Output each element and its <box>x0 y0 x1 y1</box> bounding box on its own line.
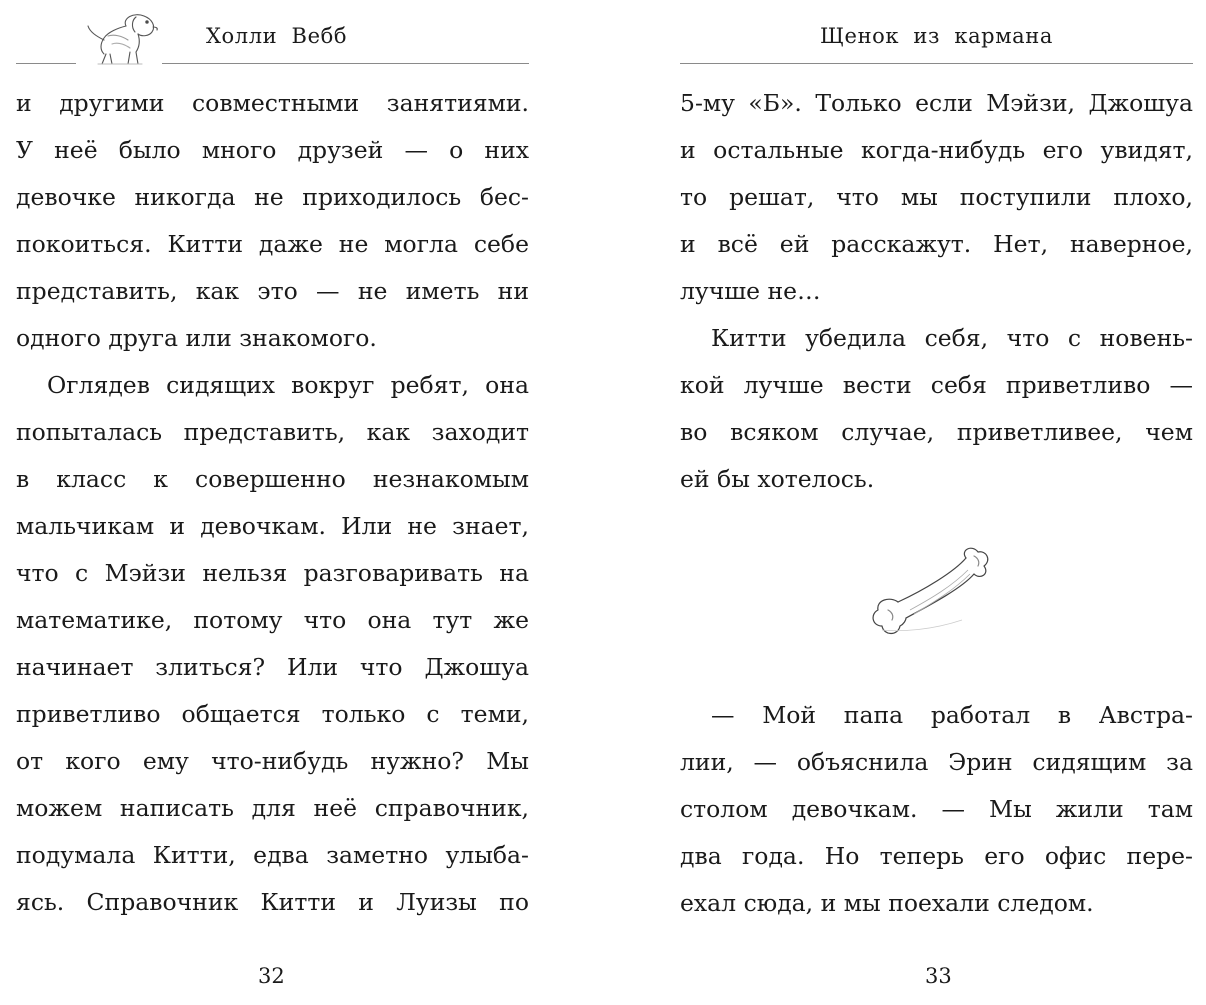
text-line: ехал сюда, и мы поехали следом. <box>680 889 1094 917</box>
running-head-author: Холли Вебб <box>206 24 348 48</box>
text-line: в класс к совершенно незнакомым <box>16 465 529 493</box>
text-line: можем написать для неё справочник, <box>16 794 529 822</box>
running-head-title: Щенок из кармана <box>819 24 1053 48</box>
text-line: столом девочкам. — Мы жили там <box>680 795 1193 823</box>
header-rule <box>680 63 1193 64</box>
text-line: приветливо общается только с теми, <box>16 700 529 728</box>
text-line: 5-му «Б». Только если Мэйзи, Джошуа <box>680 89 1193 117</box>
text-line: девочке никогда не приходилось бес- <box>16 183 529 211</box>
paragraph <box>680 692 1193 927</box>
right-page <box>680 0 1193 1005</box>
text-line: У неё было много друзей — о них <box>16 136 529 164</box>
right-running-head <box>680 22 1193 54</box>
header-rule-left <box>16 63 76 64</box>
right-body-text-continued <box>680 692 1193 927</box>
text-line: представить, как это — не иметь ни <box>16 277 529 305</box>
text-line: начинает злиться? Или что Джошуа <box>16 653 529 681</box>
text-line: мальчикам и девочкам. Или не знает, <box>16 512 529 540</box>
text-line: Китти убедила себя, что с новень- <box>711 324 1193 352</box>
page-number: 33 <box>925 964 952 988</box>
header-rule-right <box>162 63 529 64</box>
text-line: попыталась представить, как заходит <box>16 418 529 446</box>
right-body-text <box>680 80 1193 503</box>
text-line: кой лучше вести себя приветливо — <box>680 371 1193 399</box>
puppy-sketch-icon <box>78 10 162 66</box>
text-line: что с Мэйзи нельзя разговаривать на <box>16 559 529 587</box>
page-number: 32 <box>258 964 285 988</box>
text-line: лии, — объяснила Эрин сидящим за <box>680 748 1193 776</box>
text-line: подумала Китти, едва заметно улыба- <box>16 841 529 869</box>
text-line: лучше не… <box>680 277 821 305</box>
text-line: Оглядев сидящих вокруг ребят, она <box>47 371 529 399</box>
text-line: математике, потому что она тут же <box>16 606 529 634</box>
paragraph <box>680 80 1193 315</box>
text-line: ясь. Справочник Китти и Луизы по <box>16 888 529 916</box>
text-line: и всё ей расскажут. Нет, наверное, <box>680 230 1193 258</box>
paragraph <box>16 362 529 926</box>
text-line: одного друга или знакомого. <box>16 324 377 352</box>
text-line: и остальные когда-нибудь его увидят, <box>680 136 1193 164</box>
left-running-head <box>16 22 529 54</box>
paragraph <box>680 315 1193 503</box>
paragraph <box>16 80 529 362</box>
text-line: от кого ему что-нибудь нужно? Мы <box>16 747 529 775</box>
text-line: ей бы хотелось. <box>680 465 875 493</box>
text-line: — Мой папа работал в Австра- <box>711 701 1193 729</box>
text-line: покоиться. Китти даже не могла себе <box>16 230 529 258</box>
text-line: то решат, что мы поступили плохо, <box>680 183 1193 211</box>
text-line: два года. Но теперь его офис пере- <box>680 842 1193 870</box>
text-line: во всяком случае, приветливее, чем <box>680 418 1193 446</box>
left-body-text <box>16 80 529 926</box>
text-line: и другими совместными занятиями. <box>16 89 529 117</box>
left-page <box>16 0 529 1005</box>
bone-sketch-icon <box>862 540 1012 660</box>
